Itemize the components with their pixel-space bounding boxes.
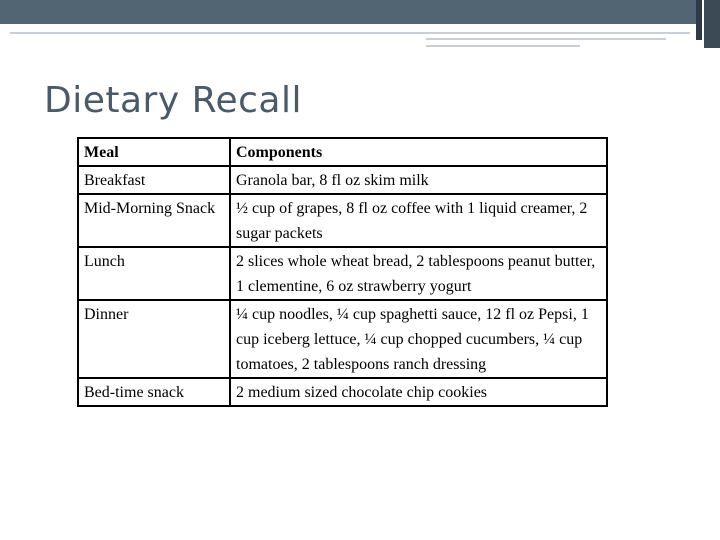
meal-cell: Dinner <box>78 300 230 378</box>
components-cell: 2 medium sized chocolate chip cookies <box>230 378 607 406</box>
table-row <box>78 194 607 247</box>
table-header-row <box>78 138 607 166</box>
top-accent-block <box>696 0 702 40</box>
meal-cell: Mid-Morning Snack <box>78 194 230 247</box>
components-cell: Granola bar, 8 fl oz skim milk <box>230 166 607 194</box>
header-meal: Meal <box>78 138 230 166</box>
meal-cell: Breakfast <box>78 166 230 194</box>
meal-cell: Lunch <box>78 247 230 300</box>
components-cell: ½ cup of grapes, 8 fl oz coffee with 1 liquid creamer, 2 sugar packets <box>230 194 607 247</box>
slide-title: Dietary Recall <box>44 80 302 121</box>
components-cell: ¼ cup noodles, ¼ cup spaghetti sauce, 12 fl oz Pepsi, 1 cup iceberg lettuce, ¼ cup chopped cucumbers, ¼ cup tomatoes, 2 tablespoons ranch dressing <box>230 300 607 378</box>
dietary-recall-table <box>77 137 608 407</box>
table-row <box>78 300 607 378</box>
table-row <box>78 378 607 406</box>
components-cell: 2 slices whole wheat bread, 2 tablespoons peanut butter, 1 clementine, 6 oz strawberry yogurt <box>230 247 607 300</box>
table-row <box>78 166 607 194</box>
top-accent-bar <box>0 0 696 24</box>
top-accent-block-right <box>704 0 720 48</box>
divider-line-shorter <box>426 45 580 47</box>
header-components: Components <box>230 138 607 166</box>
meal-cell: Bed-time snack <box>78 378 230 406</box>
table-row <box>78 247 607 300</box>
divider-line-short <box>426 38 666 40</box>
divider-line <box>10 32 690 34</box>
